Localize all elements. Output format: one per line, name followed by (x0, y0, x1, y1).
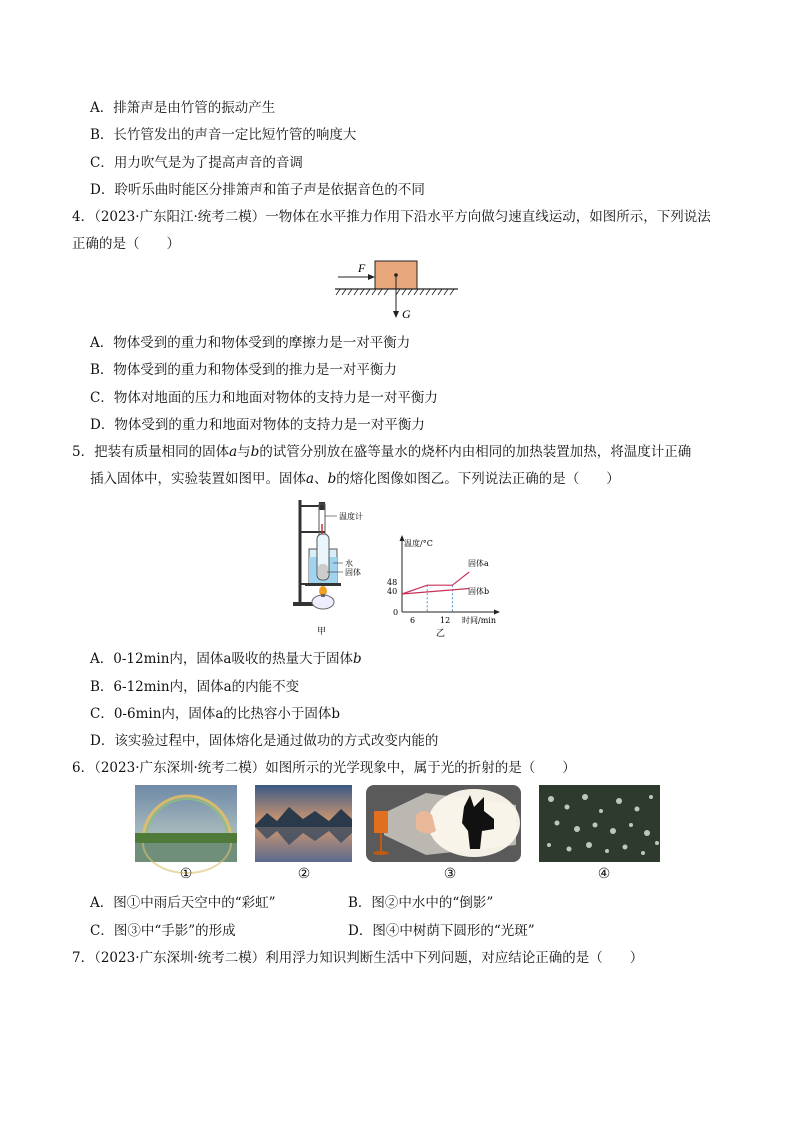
thermometer-label: 温度计 (339, 512, 363, 521)
photo-caption-1: ① (179, 866, 193, 882)
y-tick-0: 0 (393, 608, 399, 617)
photo-hand-shadow (366, 785, 521, 862)
force-f-label: F (358, 261, 366, 275)
y-axis-label: 温度/°C (404, 539, 433, 548)
q5-var-b: b (250, 444, 260, 460)
q5-melting-chart (387, 530, 510, 639)
y-tick-48: 48 (387, 578, 398, 587)
x-axis-arrowhead (494, 610, 500, 615)
x-tick-6: 6 (410, 616, 416, 625)
q5-var-b: b (352, 651, 362, 667)
q7-stem-line1: 7．（2023·广东深圳·统考二模）利用浮力知识判断生活中下列问题，对应结论正确的是（ ） (72, 950, 644, 966)
q5-stem-text: 、 (314, 471, 328, 487)
q5-option-a (90, 647, 362, 667)
q5-option-d: D．该实验过程中，固体熔化是通过做功的方式改变内能的 (90, 733, 439, 749)
photo-rainbow (135, 785, 237, 862)
q5-option-a-text: A．0-12min内，固体a吸收的热量大于固体 (90, 651, 353, 667)
force-g-label: G (402, 307, 411, 321)
q5-option-c: C．0-6min内，固体a的比热容小于固体b (90, 706, 341, 722)
q4-option-a: A．物体受到的重力和物体受到的摩擦力是一对平衡力 (90, 335, 411, 351)
q5-stem-text: 插入固体中，实验装置如图甲。固体 (90, 471, 306, 487)
q5-var-a: a (306, 471, 315, 487)
q4-force-diagram (330, 256, 470, 326)
alcohol-lamp (312, 595, 334, 609)
q5-stem-line2 (90, 467, 620, 487)
q4-option-d: D．物体受到的重力和地面对物体的支持力是一对平衡力 (90, 417, 425, 433)
q5-stem-text: 与 (237, 444, 251, 460)
figure-yi-caption: 乙 (436, 629, 446, 639)
photo-caption-3: ③ (443, 866, 457, 882)
ground-hatch (336, 289, 454, 295)
q3-option-d: D．聆听乐曲时能区分排箫声和笛子声是依据音色的不同 (90, 182, 425, 198)
q4-stem-line2: 正确的是（ ） (72, 236, 180, 252)
water-label: 水 (345, 559, 353, 568)
q5-var-a: a (229, 444, 238, 460)
clamp (319, 502, 325, 510)
x-axis-label: 时间/min (462, 616, 496, 625)
q5-stem-text: 的熔化图像如图乙。下列说法正确的是（ ） (336, 471, 620, 487)
series-a-label: 固体a (468, 559, 489, 568)
y-tick-40: 40 (387, 587, 398, 596)
q6-option-a: A．图①中雨后天空中的“彩虹” (90, 895, 276, 911)
push-force-arrowhead (368, 274, 375, 280)
q6-stem-line1: 6．（2023·广东深圳·统考二模）如图所示的光学现象中，属于光的折射的是（ ） (72, 760, 576, 776)
q6-option-c: C．图③中“手影”的形成 (90, 923, 236, 939)
photo-reflection (255, 785, 352, 862)
q5-stem-text: 5．把装有质量相同的固体 (72, 444, 230, 460)
photo-light-spots (539, 785, 660, 862)
gravity-arrowhead (393, 311, 399, 318)
q6-option-b: B．图②中水中的“倒影” (348, 895, 494, 911)
q5-stem-line1 (72, 440, 691, 460)
solid-label: 固体 (345, 568, 361, 577)
q5-var-b: b (327, 471, 337, 487)
photo-caption-4: ④ (597, 866, 611, 882)
q5-stem-text: 的试管分别放在盛等量水的烧杯内由相同的加热装置加热，将温度计正确 (259, 444, 692, 460)
q4-option-b: B．物体受到的重力和物体受到的推力是一对平衡力 (90, 362, 397, 378)
series-line-b (402, 589, 469, 595)
figure-jia-caption: 甲 (317, 627, 327, 637)
solid-sample (318, 564, 328, 579)
q3-option-a: A．排箫声是由竹管的振动产生 (90, 100, 276, 116)
q3-option-b: B．长竹管发出的声音一定比短竹管的响度大 (90, 127, 357, 143)
series-b-label: 固体b (468, 587, 490, 596)
q5-option-b: B．6-12min内，固体a的内能不变 (90, 679, 300, 695)
q3-option-c: C．用力吹气是为了提高声音的音调 (90, 155, 303, 171)
q6-option-d: D．图④中树荫下圆形的“光斑” (348, 923, 535, 939)
photo-caption-2: ② (297, 866, 311, 882)
wire-gauze (305, 583, 341, 586)
x-tick-12: 12 (440, 616, 451, 625)
q4-option-c: C．物体对地面的压力和地面对物体的支持力是一对平衡力 (90, 390, 438, 406)
q5-apparatus-figure (285, 494, 390, 644)
q4-stem-line1: 4．（2023·广东阳江·统考二模）一物体在水平推力作用下沿水平方向做匀速直线运动，如图所示，下列说法 (72, 209, 711, 225)
lamp-wick (321, 594, 325, 597)
